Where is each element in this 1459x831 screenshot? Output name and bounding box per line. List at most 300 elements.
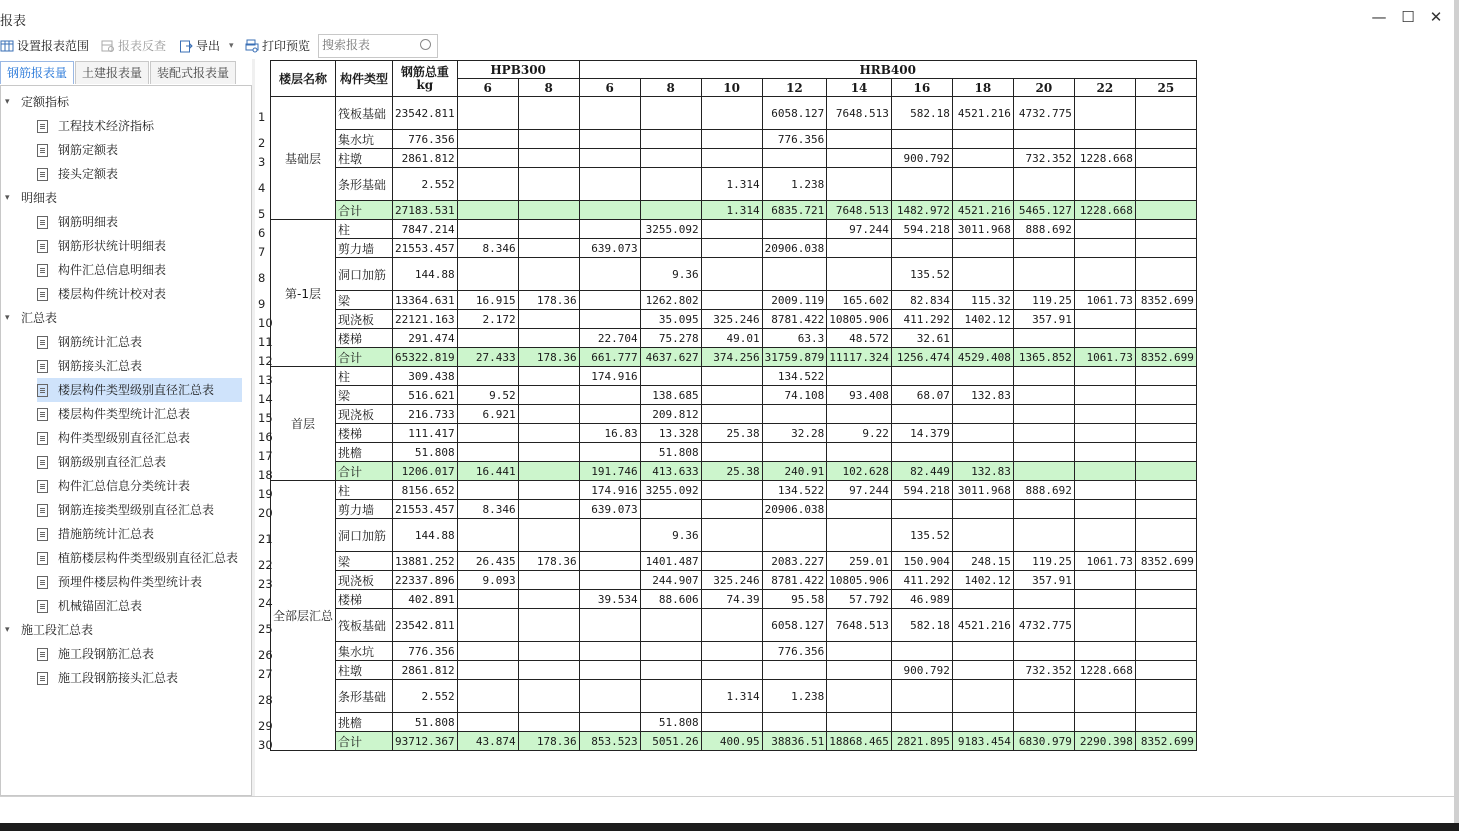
value-cell[interactable] bbox=[1074, 500, 1135, 519]
value-cell[interactable] bbox=[1135, 661, 1196, 680]
value-cell[interactable]: 1402.12 bbox=[952, 310, 1013, 329]
value-cell[interactable]: 6830.979 bbox=[1013, 732, 1074, 751]
tree-item[interactable] bbox=[37, 210, 242, 234]
value-cell[interactable] bbox=[579, 609, 640, 642]
value-cell[interactable]: 75.278 bbox=[640, 329, 701, 348]
value-cell[interactable] bbox=[701, 258, 762, 291]
tree-item[interactable] bbox=[37, 354, 242, 378]
value-cell[interactable]: 49.01 bbox=[701, 329, 762, 348]
row-number[interactable]: 27 bbox=[258, 666, 273, 681]
value-cell[interactable]: 888.692 bbox=[1013, 220, 1074, 239]
tree-item[interactable] bbox=[37, 450, 242, 474]
row-number[interactable]: 9 bbox=[258, 296, 266, 311]
table-row[interactable] bbox=[271, 500, 1197, 519]
value-cell[interactable] bbox=[640, 367, 701, 386]
total-weight-cell[interactable]: 144.88 bbox=[393, 519, 458, 552]
total-weight-cell[interactable]: 1206.017 bbox=[393, 462, 458, 481]
value-cell[interactable] bbox=[518, 220, 579, 239]
pane-splitter[interactable] bbox=[252, 59, 255, 796]
value-cell[interactable]: 95.58 bbox=[762, 590, 827, 609]
search-box[interactable] bbox=[318, 34, 438, 58]
floor-name-cell[interactable]: 基础层 bbox=[271, 97, 336, 220]
value-cell[interactable] bbox=[952, 443, 1013, 462]
value-cell[interactable]: 174.916 bbox=[579, 367, 640, 386]
total-weight-cell[interactable]: 2.552 bbox=[393, 680, 458, 713]
value-cell[interactable]: 8781.422 bbox=[762, 571, 827, 590]
tree-item[interactable] bbox=[37, 402, 242, 426]
expand-arrow-icon[interactable]: ▾ bbox=[5, 625, 10, 635]
value-cell[interactable] bbox=[1135, 590, 1196, 609]
value-cell[interactable]: 1228.668 bbox=[1074, 201, 1135, 220]
value-cell[interactable]: 16.83 bbox=[579, 424, 640, 443]
print-preview-button[interactable] bbox=[245, 36, 310, 56]
value-cell[interactable] bbox=[518, 201, 579, 220]
row-number[interactable]: 18 bbox=[258, 467, 273, 482]
value-cell[interactable] bbox=[1135, 443, 1196, 462]
tree-item[interactable] bbox=[37, 258, 242, 282]
tree-item[interactable] bbox=[37, 666, 242, 690]
value-cell[interactable]: 732.352 bbox=[1013, 661, 1074, 680]
value-cell[interactable] bbox=[457, 713, 518, 732]
value-cell[interactable]: 3011.968 bbox=[952, 481, 1013, 500]
value-cell[interactable] bbox=[579, 97, 640, 130]
value-cell[interactable]: 150.904 bbox=[891, 552, 952, 571]
value-cell[interactable]: 7648.513 bbox=[827, 609, 892, 642]
tree-item[interactable] bbox=[37, 234, 242, 258]
component-type-cell[interactable]: 柱 bbox=[336, 481, 393, 500]
value-cell[interactable] bbox=[457, 130, 518, 149]
value-cell[interactable] bbox=[701, 443, 762, 462]
value-cell[interactable]: 16.915 bbox=[457, 291, 518, 310]
value-cell[interactable] bbox=[1013, 680, 1074, 713]
value-cell[interactable] bbox=[701, 661, 762, 680]
value-cell[interactable] bbox=[1074, 367, 1135, 386]
value-cell[interactable] bbox=[701, 97, 762, 130]
value-cell[interactable] bbox=[952, 405, 1013, 424]
value-cell[interactable] bbox=[518, 149, 579, 168]
value-cell[interactable]: 165.602 bbox=[827, 291, 892, 310]
value-cell[interactable] bbox=[518, 130, 579, 149]
value-cell[interactable] bbox=[952, 329, 1013, 348]
value-cell[interactable] bbox=[457, 97, 518, 130]
total-weight-cell[interactable]: 21553.457 bbox=[393, 500, 458, 519]
value-cell[interactable]: 9.36 bbox=[640, 258, 701, 291]
value-cell[interactable] bbox=[1074, 713, 1135, 732]
value-cell[interactable] bbox=[518, 680, 579, 713]
value-cell[interactable]: 594.218 bbox=[891, 481, 952, 500]
value-cell[interactable] bbox=[952, 367, 1013, 386]
table-row[interactable] bbox=[271, 713, 1197, 732]
value-cell[interactable]: 325.246 bbox=[701, 310, 762, 329]
value-cell[interactable] bbox=[457, 443, 518, 462]
value-cell[interactable]: 639.073 bbox=[579, 500, 640, 519]
value-cell[interactable] bbox=[579, 680, 640, 713]
component-type-cell[interactable]: 楼梯 bbox=[336, 590, 393, 609]
table-row[interactable] bbox=[271, 386, 1197, 405]
value-cell[interactable] bbox=[701, 481, 762, 500]
value-cell[interactable]: 1228.668 bbox=[1074, 661, 1135, 680]
component-type-cell[interactable]: 现浇板 bbox=[336, 405, 393, 424]
value-cell[interactable]: 776.356 bbox=[762, 130, 827, 149]
row-number[interactable]: 22 bbox=[258, 557, 273, 572]
component-type-cell[interactable]: 筏板基础 bbox=[336, 97, 393, 130]
value-cell[interactable]: 74.108 bbox=[762, 386, 827, 405]
value-cell[interactable] bbox=[457, 149, 518, 168]
value-cell[interactable] bbox=[891, 500, 952, 519]
value-cell[interactable]: 582.18 bbox=[891, 97, 952, 130]
tree-item[interactable] bbox=[37, 570, 242, 594]
table-row[interactable] bbox=[271, 310, 1197, 329]
tree-item[interactable] bbox=[37, 498, 242, 522]
value-cell[interactable] bbox=[518, 239, 579, 258]
component-type-cell[interactable]: 柱 bbox=[336, 367, 393, 386]
table-row[interactable] bbox=[271, 149, 1197, 168]
value-cell[interactable] bbox=[1135, 713, 1196, 732]
tree-item[interactable] bbox=[37, 522, 242, 546]
tree-item[interactable] bbox=[37, 474, 242, 498]
total-weight-cell[interactable]: 8156.652 bbox=[393, 481, 458, 500]
value-cell[interactable] bbox=[891, 680, 952, 713]
value-cell[interactable] bbox=[827, 168, 892, 201]
value-cell[interactable] bbox=[640, 500, 701, 519]
value-cell[interactable]: 594.218 bbox=[891, 220, 952, 239]
value-cell[interactable] bbox=[891, 443, 952, 462]
total-weight-cell[interactable]: 2861.812 bbox=[393, 149, 458, 168]
value-cell[interactable] bbox=[1135, 329, 1196, 348]
table-row[interactable] bbox=[271, 168, 1197, 201]
value-cell[interactable]: 3255.092 bbox=[640, 481, 701, 500]
row-number[interactable]: 10 bbox=[258, 315, 273, 330]
value-cell[interactable] bbox=[1135, 168, 1196, 201]
value-cell[interactable]: 11117.324 bbox=[827, 348, 892, 367]
value-cell[interactable]: 135.52 bbox=[891, 519, 952, 552]
value-cell[interactable]: 20906.038 bbox=[762, 239, 827, 258]
floor-name-cell[interactable]: 首层 bbox=[271, 367, 336, 481]
export-button[interactable] bbox=[179, 36, 234, 56]
value-cell[interactable]: 900.792 bbox=[891, 149, 952, 168]
component-type-cell[interactable]: 集水坑 bbox=[336, 130, 393, 149]
value-cell[interactable] bbox=[1074, 680, 1135, 713]
value-cell[interactable] bbox=[701, 609, 762, 642]
value-cell[interactable]: 14.379 bbox=[891, 424, 952, 443]
value-cell[interactable]: 32.61 bbox=[891, 329, 952, 348]
component-type-cell[interactable]: 现浇板 bbox=[336, 310, 393, 329]
value-cell[interactable]: 4529.408 bbox=[952, 348, 1013, 367]
component-type-cell[interactable]: 楼梯 bbox=[336, 329, 393, 348]
component-type-cell[interactable]: 楼梯 bbox=[336, 424, 393, 443]
value-cell[interactable]: 135.52 bbox=[891, 258, 952, 291]
value-cell[interactable]: 2821.895 bbox=[891, 732, 952, 751]
value-cell[interactable]: 138.685 bbox=[640, 386, 701, 405]
value-cell[interactable] bbox=[518, 500, 579, 519]
total-weight-cell[interactable]: 2.552 bbox=[393, 168, 458, 201]
value-cell[interactable] bbox=[701, 367, 762, 386]
value-cell[interactable] bbox=[1135, 571, 1196, 590]
value-cell[interactable]: 8352.699 bbox=[1135, 552, 1196, 571]
value-cell[interactable]: 7648.513 bbox=[827, 97, 892, 130]
value-cell[interactable] bbox=[1013, 590, 1074, 609]
value-cell[interactable] bbox=[579, 130, 640, 149]
row-number[interactable]: 15 bbox=[258, 410, 273, 425]
value-cell[interactable]: 32.28 bbox=[762, 424, 827, 443]
total-weight-cell[interactable]: 776.356 bbox=[393, 642, 458, 661]
value-cell[interactable] bbox=[1013, 367, 1074, 386]
value-cell[interactable]: 178.36 bbox=[518, 552, 579, 571]
value-cell[interactable] bbox=[1074, 481, 1135, 500]
value-cell[interactable] bbox=[1135, 405, 1196, 424]
value-cell[interactable]: 27.433 bbox=[457, 348, 518, 367]
value-cell[interactable] bbox=[827, 258, 892, 291]
value-cell[interactable]: 4521.216 bbox=[952, 97, 1013, 130]
table-row[interactable] bbox=[271, 97, 1197, 130]
value-cell[interactable] bbox=[891, 130, 952, 149]
value-cell[interactable] bbox=[518, 481, 579, 500]
row-number[interactable]: 30 bbox=[258, 737, 273, 752]
tree-group[interactable] bbox=[1, 90, 69, 114]
value-cell[interactable]: 13.328 bbox=[640, 424, 701, 443]
table-row[interactable] bbox=[271, 329, 1197, 348]
row-number[interactable]: 12 bbox=[258, 353, 273, 368]
value-cell[interactable] bbox=[1013, 424, 1074, 443]
row-number[interactable]: 29 bbox=[258, 718, 273, 733]
value-cell[interactable] bbox=[518, 443, 579, 462]
tab-prefab-report[interactable]: 装配式报表量 bbox=[150, 61, 236, 84]
value-cell[interactable]: 411.292 bbox=[891, 310, 952, 329]
value-cell[interactable] bbox=[518, 367, 579, 386]
value-cell[interactable] bbox=[762, 149, 827, 168]
value-cell[interactable] bbox=[1013, 519, 1074, 552]
floor-name-cell[interactable]: 全部层汇总 bbox=[271, 481, 336, 751]
value-cell[interactable]: 411.292 bbox=[891, 571, 952, 590]
value-cell[interactable]: 115.32 bbox=[952, 291, 1013, 310]
component-type-cell[interactable]: 条形基础 bbox=[336, 680, 393, 713]
value-cell[interactable] bbox=[827, 367, 892, 386]
value-cell[interactable]: 97.244 bbox=[827, 220, 892, 239]
subtotal-row[interactable] bbox=[271, 462, 1197, 481]
row-number[interactable]: 1 bbox=[258, 109, 266, 124]
component-type-cell[interactable]: 洞口加筋 bbox=[336, 258, 393, 291]
component-type-cell[interactable]: 柱墩 bbox=[336, 149, 393, 168]
value-cell[interactable] bbox=[640, 168, 701, 201]
value-cell[interactable] bbox=[1074, 130, 1135, 149]
value-cell[interactable] bbox=[518, 168, 579, 201]
value-cell[interactable]: 1482.972 bbox=[891, 201, 952, 220]
value-cell[interactable] bbox=[518, 424, 579, 443]
value-cell[interactable] bbox=[827, 443, 892, 462]
value-cell[interactable] bbox=[457, 329, 518, 348]
value-cell[interactable] bbox=[1074, 609, 1135, 642]
total-weight-cell[interactable]: 93712.367 bbox=[393, 732, 458, 751]
value-cell[interactable] bbox=[952, 661, 1013, 680]
value-cell[interactable] bbox=[1074, 258, 1135, 291]
component-type-cell[interactable]: 梁 bbox=[336, 291, 393, 310]
value-cell[interactable]: 4637.627 bbox=[640, 348, 701, 367]
total-weight-cell[interactable]: 22121.163 bbox=[393, 310, 458, 329]
value-cell[interactable]: 82.449 bbox=[891, 462, 952, 481]
value-cell[interactable]: 132.83 bbox=[952, 462, 1013, 481]
value-cell[interactable]: 413.633 bbox=[640, 462, 701, 481]
row-number[interactable]: 4 bbox=[258, 180, 266, 195]
value-cell[interactable] bbox=[640, 642, 701, 661]
value-cell[interactable]: 1401.487 bbox=[640, 552, 701, 571]
value-cell[interactable]: 46.989 bbox=[891, 590, 952, 609]
value-cell[interactable] bbox=[1135, 462, 1196, 481]
value-cell[interactable] bbox=[457, 424, 518, 443]
close-button[interactable]: ✕ bbox=[1429, 8, 1443, 26]
value-cell[interactable]: 119.25 bbox=[1013, 291, 1074, 310]
value-cell[interactable]: 134.522 bbox=[762, 367, 827, 386]
value-cell[interactable]: 900.792 bbox=[891, 661, 952, 680]
row-number[interactable]: 25 bbox=[258, 621, 273, 636]
value-cell[interactable]: 63.3 bbox=[762, 329, 827, 348]
tree-item[interactable] bbox=[37, 594, 242, 618]
value-cell[interactable] bbox=[701, 552, 762, 571]
value-cell[interactable]: 1262.802 bbox=[640, 291, 701, 310]
value-cell[interactable]: 43.874 bbox=[457, 732, 518, 751]
value-cell[interactable]: 31759.879 bbox=[762, 348, 827, 367]
component-type-cell[interactable]: 条形基础 bbox=[336, 168, 393, 201]
value-cell[interactable]: 1402.12 bbox=[952, 571, 1013, 590]
value-cell[interactable] bbox=[1013, 713, 1074, 732]
value-cell[interactable]: 2.172 bbox=[457, 310, 518, 329]
value-cell[interactable] bbox=[518, 661, 579, 680]
value-cell[interactable] bbox=[1135, 201, 1196, 220]
value-cell[interactable] bbox=[827, 661, 892, 680]
value-cell[interactable]: 68.07 bbox=[891, 386, 952, 405]
tab-civil-report[interactable]: 土建报表量 bbox=[75, 61, 149, 84]
value-cell[interactable]: 10805.906 bbox=[827, 310, 892, 329]
value-cell[interactable] bbox=[1074, 239, 1135, 258]
value-cell[interactable] bbox=[762, 258, 827, 291]
component-type-cell[interactable]: 梁 bbox=[336, 386, 393, 405]
value-cell[interactable]: 1061.73 bbox=[1074, 348, 1135, 367]
value-cell[interactable] bbox=[1013, 443, 1074, 462]
value-cell[interactable]: 48.572 bbox=[827, 329, 892, 348]
search-icon[interactable] bbox=[420, 39, 431, 50]
value-cell[interactable]: 8.346 bbox=[457, 500, 518, 519]
value-cell[interactable] bbox=[518, 329, 579, 348]
value-cell[interactable] bbox=[952, 239, 1013, 258]
value-cell[interactable] bbox=[827, 405, 892, 424]
table-row[interactable] bbox=[271, 642, 1197, 661]
value-cell[interactable] bbox=[952, 590, 1013, 609]
table-row[interactable] bbox=[271, 239, 1197, 258]
value-cell[interactable] bbox=[579, 149, 640, 168]
value-cell[interactable] bbox=[1135, 642, 1196, 661]
value-cell[interactable] bbox=[579, 168, 640, 201]
total-weight-cell[interactable]: 309.438 bbox=[393, 367, 458, 386]
total-weight-cell[interactable]: 7847.214 bbox=[393, 220, 458, 239]
value-cell[interactable] bbox=[518, 405, 579, 424]
search-input[interactable] bbox=[319, 35, 414, 55]
value-cell[interactable] bbox=[952, 168, 1013, 201]
total-weight-cell[interactable]: 776.356 bbox=[393, 130, 458, 149]
total-weight-cell[interactable]: 27183.531 bbox=[393, 201, 458, 220]
value-cell[interactable]: 2290.398 bbox=[1074, 732, 1135, 751]
value-cell[interactable]: 4732.775 bbox=[1013, 97, 1074, 130]
total-weight-cell[interactable]: 65322.819 bbox=[393, 348, 458, 367]
table-row[interactable] bbox=[271, 405, 1197, 424]
value-cell[interactable] bbox=[762, 405, 827, 424]
value-cell[interactable] bbox=[952, 519, 1013, 552]
component-type-cell[interactable]: 合计 bbox=[336, 732, 393, 751]
value-cell[interactable] bbox=[762, 443, 827, 462]
value-cell[interactable]: 26.435 bbox=[457, 552, 518, 571]
value-cell[interactable]: 3255.092 bbox=[640, 220, 701, 239]
value-cell[interactable] bbox=[1074, 424, 1135, 443]
row-number[interactable]: 17 bbox=[258, 448, 273, 463]
value-cell[interactable] bbox=[1135, 239, 1196, 258]
value-cell[interactable] bbox=[579, 310, 640, 329]
total-weight-cell[interactable]: 516.621 bbox=[393, 386, 458, 405]
value-cell[interactable]: 853.523 bbox=[579, 732, 640, 751]
tree-group[interactable] bbox=[1, 306, 57, 330]
component-type-cell[interactable]: 挑檐 bbox=[336, 443, 393, 462]
table-row[interactable] bbox=[271, 291, 1197, 310]
value-cell[interactable]: 732.352 bbox=[1013, 149, 1074, 168]
total-weight-cell[interactable]: 13881.252 bbox=[393, 552, 458, 571]
value-cell[interactable] bbox=[952, 713, 1013, 732]
row-number[interactable]: 26 bbox=[258, 647, 273, 662]
value-cell[interactable] bbox=[1074, 462, 1135, 481]
value-cell[interactable] bbox=[952, 642, 1013, 661]
value-cell[interactable] bbox=[952, 424, 1013, 443]
value-cell[interactable] bbox=[1074, 443, 1135, 462]
value-cell[interactable] bbox=[1135, 609, 1196, 642]
value-cell[interactable] bbox=[1013, 642, 1074, 661]
value-cell[interactable] bbox=[827, 680, 892, 713]
value-cell[interactable] bbox=[457, 168, 518, 201]
value-cell[interactable] bbox=[891, 642, 952, 661]
value-cell[interactable] bbox=[579, 291, 640, 310]
value-cell[interactable]: 20906.038 bbox=[762, 500, 827, 519]
value-cell[interactable] bbox=[518, 609, 579, 642]
value-cell[interactable] bbox=[1135, 97, 1196, 130]
value-cell[interactable] bbox=[579, 201, 640, 220]
value-cell[interactable] bbox=[891, 405, 952, 424]
value-cell[interactable] bbox=[1074, 571, 1135, 590]
value-cell[interactable]: 6058.127 bbox=[762, 609, 827, 642]
value-cell[interactable] bbox=[952, 130, 1013, 149]
row-number[interactable]: 8 bbox=[258, 270, 266, 285]
value-cell[interactable] bbox=[518, 258, 579, 291]
value-cell[interactable]: 174.916 bbox=[579, 481, 640, 500]
value-cell[interactable] bbox=[457, 367, 518, 386]
value-cell[interactable] bbox=[457, 481, 518, 500]
value-cell[interactable]: 5465.127 bbox=[1013, 201, 1074, 220]
value-cell[interactable] bbox=[1013, 462, 1074, 481]
value-cell[interactable]: 8352.699 bbox=[1135, 732, 1196, 751]
value-cell[interactable]: 10805.906 bbox=[827, 571, 892, 590]
total-weight-cell[interactable]: 13364.631 bbox=[393, 291, 458, 310]
value-cell[interactable]: 1.238 bbox=[762, 168, 827, 201]
value-cell[interactable] bbox=[1074, 310, 1135, 329]
value-cell[interactable]: 9183.454 bbox=[952, 732, 1013, 751]
value-cell[interactable] bbox=[1013, 329, 1074, 348]
value-cell[interactable] bbox=[1013, 239, 1074, 258]
value-cell[interactable]: 97.244 bbox=[827, 481, 892, 500]
tree-item[interactable] bbox=[37, 282, 242, 306]
value-cell[interactable] bbox=[827, 500, 892, 519]
row-number[interactable]: 11 bbox=[258, 334, 273, 349]
value-cell[interactable]: 1.314 bbox=[701, 168, 762, 201]
value-cell[interactable] bbox=[579, 642, 640, 661]
value-cell[interactable]: 1228.668 bbox=[1074, 149, 1135, 168]
value-cell[interactable]: 240.91 bbox=[762, 462, 827, 481]
row-number[interactable]: 2 bbox=[258, 135, 266, 150]
value-cell[interactable]: 5051.26 bbox=[640, 732, 701, 751]
value-cell[interactable]: 357.91 bbox=[1013, 571, 1074, 590]
